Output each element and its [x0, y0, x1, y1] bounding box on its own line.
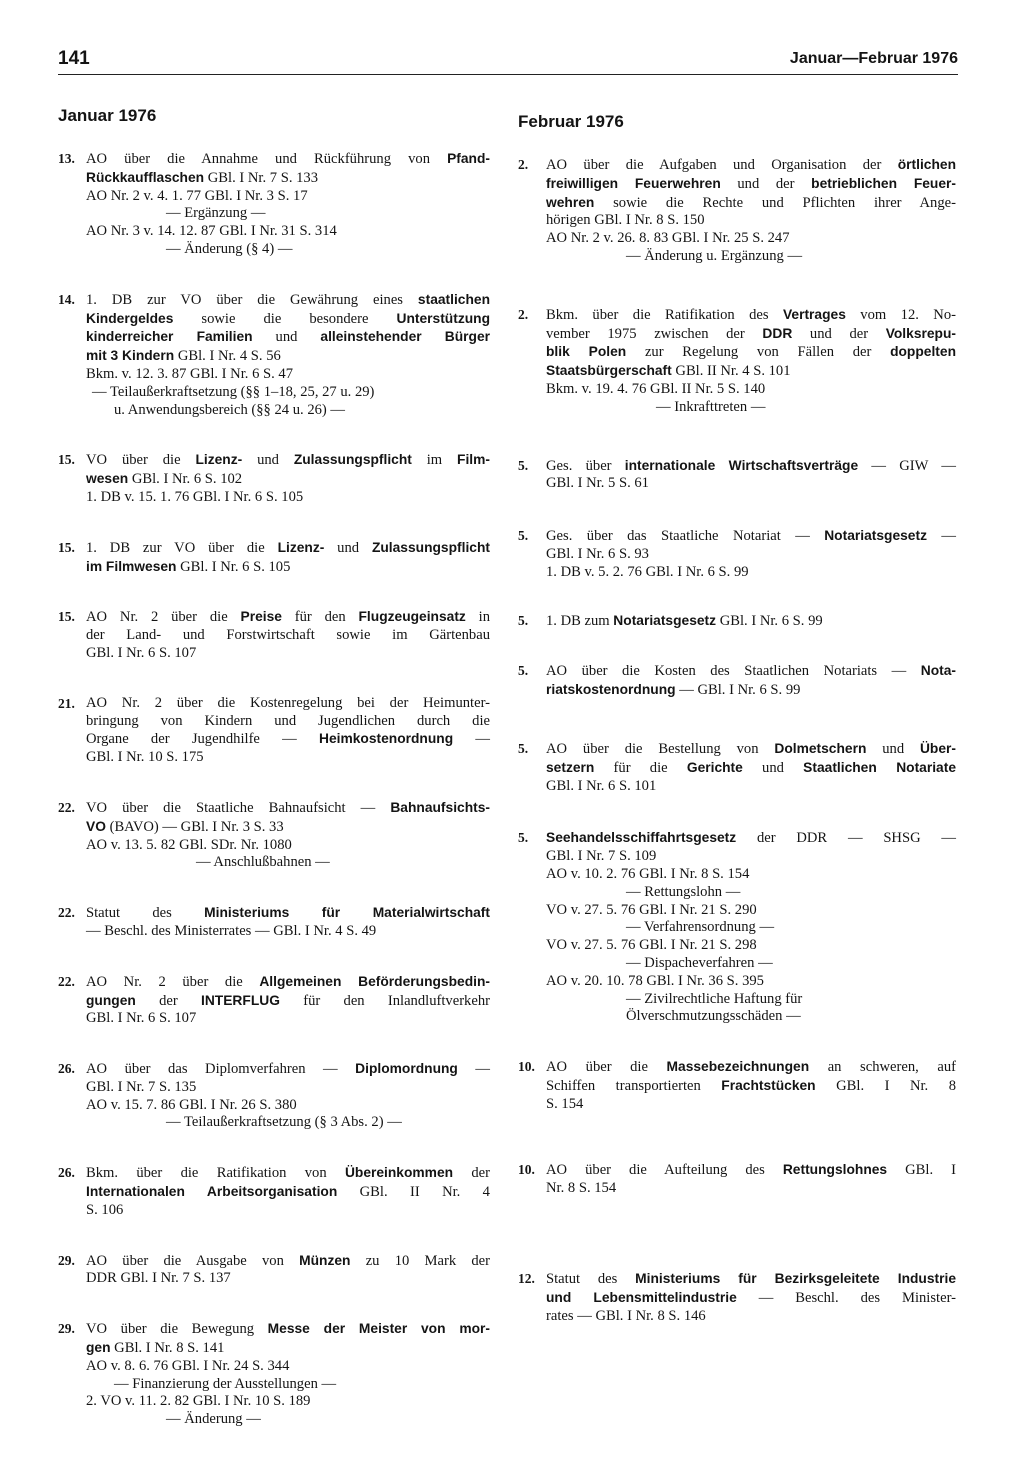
- entry-line: wesen GBl. I Nr. 6 S. 102: [86, 471, 243, 488]
- entry-text: [546, 1270, 956, 1325]
- entry-line: AO Nr. 2 über die Preise für den Flugzeugeinsatz in: [86, 609, 491, 626]
- entry-text: [86, 1060, 490, 1132]
- entry-line: Bkm. über die Ratifikation des Vertrages vom 12. No-: [546, 306, 956, 323]
- entry-line: VO v. 27. 5. 76 GBl. I Nr. 21 S. 298: [546, 937, 757, 954]
- entry-line: Ges. über das Staatliche Notariat — Notariatsgesetz —: [546, 528, 956, 545]
- entry-line: — Anschlußbahnen —: [196, 854, 330, 871]
- entry-text: [546, 829, 956, 1026]
- entry-line: Ges. über internationale Wirtschaftsverträge — GIW —: [546, 457, 956, 474]
- entry-day: 12.: [518, 1271, 535, 1287]
- entry-line: 1. DB v. 15. 1. 76 GBl. I Nr. 6 S. 105: [86, 488, 304, 505]
- entry-line: GBl. I Nr. 6 S. 93: [546, 545, 649, 562]
- register-entry: [518, 1161, 956, 1198]
- entry-day: 26.: [58, 1165, 75, 1181]
- entry-line: rates — GBl. I Nr. 8 S. 146: [546, 1307, 706, 1324]
- entry-line: Rückkaufflaschen GBl. I Nr. 7 S. 133: [86, 169, 319, 186]
- entry-line: GBl. I Nr. 5 S. 61: [546, 475, 649, 492]
- entry-day: 26.: [58, 1061, 75, 1077]
- entry-list-februar: [518, 156, 956, 1325]
- register-entry: [518, 457, 956, 494]
- entry-day: 15.: [58, 609, 75, 625]
- entry-list-januar: [58, 150, 490, 1429]
- entry-day: 2.: [518, 306, 529, 322]
- register-entry: [58, 1060, 490, 1132]
- entry-line: Ölverschmutzungsschäden —: [626, 1008, 801, 1025]
- entry-line: 1. DB zur VO über die Lizenz- und Zulassungspflicht: [86, 539, 490, 556]
- entry-day: 14.: [58, 291, 75, 307]
- entry-line: setzern für die Gerichte und Staatlichen Notariate: [546, 759, 956, 776]
- entry-day: 22.: [58, 905, 75, 921]
- entry-line: AO über die Annahme und Rückführung von Pfand-: [86, 151, 490, 167]
- entry-text: [546, 1058, 956, 1113]
- entry-line: VO v. 27. 5. 76 GBl. I Nr. 21 S. 290: [546, 901, 757, 918]
- entry-text: [86, 1320, 490, 1429]
- entry-text: [546, 612, 956, 631]
- entry-line: — Finanzierung der Ausstellungen —: [114, 1375, 337, 1392]
- entry-day: 10.: [518, 1059, 535, 1075]
- entry-line: Internationalen Arbeitsorganisation GBl. II Nr. 4: [86, 1184, 490, 1201]
- entry-day: 5.: [518, 663, 529, 679]
- entry-day: 22.: [58, 799, 75, 815]
- entry-line: DDR GBl. I Nr. 7 S. 137: [86, 1270, 231, 1287]
- entry-line: AO über die Kosten des Staatlichen Notariats — Nota-: [546, 663, 956, 680]
- entry-line: GBl. I Nr. 7 S. 109: [546, 848, 657, 865]
- entry-line: AO v. 20. 10. 78 GBl. I Nr. 36 S. 395: [546, 972, 764, 989]
- entry-line: AO Nr. 2 über die Allgemeinen Beförderungsbedin-: [86, 973, 490, 990]
- register-entry: [58, 1164, 490, 1219]
- register-entry: [518, 306, 956, 417]
- entry-text: [86, 904, 490, 941]
- entry-day: 5.: [518, 612, 529, 628]
- entry-line: VO über die Lizenz- und Zulassungspflicht im Film-: [86, 452, 490, 469]
- register-entry: [518, 612, 956, 631]
- register-entry: [58, 539, 490, 577]
- entry-line: VO über die Bewegung Messe der Meister von mor-: [86, 1321, 490, 1338]
- entry-line: AO Nr. 2 v. 4. 1. 77 GBl. I Nr. 3 S. 17: [86, 187, 308, 204]
- entry-line: hörigen GBl. I Nr. 8 S. 150: [546, 212, 705, 229]
- entry-day: 13.: [58, 151, 75, 166]
- entry-day: 5.: [518, 740, 529, 756]
- entry-day: 22.: [58, 973, 75, 989]
- entry-text: [86, 608, 490, 662]
- entry-line: 2. VO v. 11. 2. 82 GBl. I Nr. 10 S. 189: [86, 1393, 311, 1410]
- entry-line: Organe der Jugendhilfe — Heimkostenordnung —: [86, 731, 490, 748]
- entry-line: AO Nr. 2 über die Kostenregelung bei der Heimunter-: [86, 694, 490, 711]
- entry-line: S. 154: [546, 1095, 584, 1112]
- entry-line: 1. DB zum Notariatsgesetz GBl. I Nr. 6 S. 99: [546, 612, 823, 629]
- register-entry: [58, 1252, 490, 1289]
- register-entry: [58, 608, 490, 662]
- entry-line: AO v. 15. 7. 86 GBl. I Nr. 26 S. 380: [86, 1096, 297, 1113]
- register-entry: [518, 1270, 956, 1325]
- entry-line: AO über die Aufgaben und Organisation der örtlichen: [546, 157, 956, 173]
- register-entry: [518, 527, 956, 581]
- entry-text: [546, 457, 956, 494]
- entry-line: mit 3 Kindern GBl. I Nr. 4 S. 56: [86, 348, 281, 365]
- entry-day: 10.: [518, 1162, 535, 1178]
- entry-line: Nr. 8 S. 154: [546, 1180, 617, 1197]
- entry-line: AO über die Aufteilung des Rettungslohnes GBl. I: [546, 1162, 956, 1179]
- month-heading-januar: Januar 1976: [58, 106, 157, 125]
- entry-line: S. 106: [86, 1201, 124, 1218]
- entry-line: — Inkrafttreten —: [656, 398, 766, 415]
- entry-line: VO (BAVO) — GBl. I Nr. 3 S. 33: [86, 818, 284, 835]
- entry-text: [86, 973, 490, 1028]
- entry-day: 15.: [58, 452, 75, 468]
- entry-text: [86, 150, 490, 259]
- entry-line: — Ergänzung —: [166, 205, 266, 222]
- register-entry: [518, 1058, 956, 1113]
- entry-line: GBl. I Nr. 6 S. 107: [86, 1010, 197, 1027]
- entry-line: bringung von Kindern und Jugendlichen durch die: [86, 712, 490, 729]
- entry-line: AO v. 13. 5. 82 GBl. SDr. Nr. 1080: [86, 836, 292, 853]
- entry-line: — Zivilrechtliche Haftung für: [626, 990, 803, 1007]
- entry-line: GBl. I Nr. 10 S. 175: [86, 749, 204, 766]
- entry-text: [546, 306, 956, 417]
- entry-line: AO über das Diplomverfahren — Diplomordnung —: [86, 1061, 490, 1078]
- entry-day: 29.: [58, 1321, 75, 1337]
- entry-line: vember 1975 zwischen der DDR und der Volksrepu-: [546, 325, 956, 342]
- header-rule: [58, 74, 958, 75]
- entry-line: VO über die Staatliche Bahnaufsicht — Bahnaufsichts-: [86, 799, 490, 816]
- entry-day: 5.: [518, 528, 529, 544]
- column-januar: [58, 106, 490, 1429]
- entry-line: — Rettungslohn —: [626, 883, 741, 900]
- entry-line: blik Polen zur Regelung von Fällen der doppelten: [546, 344, 956, 361]
- column-februar: [518, 112, 956, 1325]
- entry-line: — Teilaußerkraftsetzung (§ 3 Abs. 2) —: [166, 1114, 402, 1131]
- entry-text: [546, 527, 956, 581]
- entry-line: Seehandelsschiffahrtsgesetz der DDR — SHSG —: [546, 830, 956, 847]
- entry-text: [86, 451, 490, 506]
- entry-line: 1. DB zur VO über die Gewährung eines staatlichen: [86, 291, 490, 308]
- entry-line: der Land- und Forstwirtschaft sowie im Gärtenbau: [86, 627, 490, 644]
- month-heading-februar: Februar 1976: [518, 112, 624, 131]
- entry-day: 5.: [518, 830, 529, 846]
- register-entry: [58, 150, 490, 259]
- entry-line: AO Nr. 3 v. 14. 12. 87 GBl. I Nr. 31 S. 314: [86, 223, 337, 240]
- entry-line: — Dispacheverfahren —: [626, 954, 773, 971]
- entry-line: gungen der INTERFLUG für den Inlandluftverkehr: [86, 992, 490, 1009]
- entry-line: Kindergeldes sowie die besondere Unterstützung: [86, 310, 490, 327]
- entry-text: [86, 1164, 490, 1219]
- register-entry: [58, 695, 490, 767]
- entry-line: — Änderung u. Ergänzung —: [626, 247, 803, 264]
- entry-day: 15.: [58, 539, 75, 555]
- register-entry: [518, 740, 956, 795]
- entry-day: 21.: [58, 695, 75, 711]
- entry-line: wehren sowie die Rechte und Pflichten ihrer Ange-: [546, 194, 956, 211]
- register-entry: [58, 451, 490, 506]
- register-entry: [58, 973, 490, 1028]
- register-entry: [518, 156, 956, 266]
- entry-line: GBl. I Nr. 7 S. 135: [86, 1078, 197, 1095]
- entry-line: GBl. I Nr. 6 S. 107: [86, 644, 197, 661]
- entry-line: — Teilaußerkraftsetzung (§§ 1–18, 25, 27 u. 29): [92, 383, 375, 400]
- entry-line: Bkm. über die Ratifikation von Übereinkommen der: [86, 1165, 490, 1182]
- entry-line: Bkm. v. 19. 4. 76 GBl. II Nr. 5 S. 140: [546, 380, 766, 397]
- entry-text: [86, 799, 490, 872]
- entry-line: kinderreicher Familien und alleinstehender Bürger: [86, 329, 491, 346]
- entry-line: 1. DB v. 5. 2. 76 GBl. I Nr. 6 S. 99: [546, 563, 749, 580]
- entry-line: Schiffen transportierten Frachtstücken GBl. I Nr. 8: [546, 1077, 957, 1094]
- entry-line: im Filmwesen GBl. I Nr. 6 S. 105: [86, 558, 291, 575]
- register-entry: [58, 1320, 490, 1429]
- entry-line: AO über die Massebezeichnungen an schweren, auf: [546, 1059, 956, 1076]
- register-entry: [58, 799, 490, 872]
- entry-text: [86, 291, 490, 420]
- entry-line: GBl. I Nr. 6 S. 101: [546, 777, 657, 794]
- entry-day: 2.: [518, 157, 529, 172]
- entry-line: gen GBl. I Nr. 8 S. 141: [86, 1340, 225, 1357]
- entry-text: [546, 156, 956, 266]
- entry-line: — Verfahrensordnung —: [626, 919, 775, 936]
- entry-line: AO v. 10. 2. 76 GBl. I Nr. 8 S. 154: [546, 865, 750, 882]
- entry-text: [546, 662, 956, 700]
- entry-line: — Beschl. des Ministerrates — GBl. I Nr. 4 S. 49: [86, 922, 377, 939]
- entry-text: [86, 539, 490, 577]
- entry-line: — Änderung —: [166, 1411, 261, 1428]
- entry-line: Bkm. v. 12. 3. 87 GBl. I Nr. 6 S. 47: [86, 365, 294, 382]
- entry-line: AO über die Ausgabe von Münzen zu 10 Mark der: [86, 1252, 490, 1269]
- entry-line: u. Anwendungsbereich (§§ 24 u. 26) —: [114, 401, 346, 418]
- running-head: Januar—Februar 1976: [789, 50, 958, 67]
- entry-line: Statut des Ministeriums für Bezirksgeleitete Industrie: [546, 1271, 956, 1288]
- entry-text: [546, 1161, 956, 1198]
- entry-line: und Lebensmittelindustrie — Beschl. des Minister-: [546, 1289, 956, 1306]
- page-header: [58, 48, 958, 74]
- entry-text: [546, 740, 956, 795]
- entry-day: 29.: [58, 1252, 75, 1268]
- entry-line: AO v. 8. 6. 76 GBl. I Nr. 24 S. 344: [86, 1357, 290, 1374]
- entry-line: riatskostenordnung — GBl. I Nr. 6 S. 99: [546, 682, 801, 699]
- register-entry: [518, 829, 956, 1026]
- page-number: 141: [58, 48, 90, 69]
- entry-day: 5.: [518, 457, 529, 473]
- entry-text: [86, 695, 490, 767]
- register-entry: [58, 291, 490, 420]
- entry-line: AO über die Bestellung von Dolmetschern und Über-: [546, 740, 956, 757]
- entry-line: — Änderung (§ 4) —: [166, 240, 293, 257]
- entry-line: freiwilligen Feuerwehren und der betrieblichen Feuer-: [546, 175, 956, 192]
- entry-line: Statut des Ministeriums für Materialwirtschaft: [86, 905, 490, 922]
- entry-line: Staatsbürgerschaft GBl. II Nr. 4 S. 101: [546, 363, 791, 380]
- entry-text: [86, 1252, 490, 1289]
- register-entry: [518, 662, 956, 700]
- entry-line: AO Nr. 2 v. 26. 8. 83 GBl. I Nr. 25 S. 247: [546, 230, 790, 247]
- register-entry: [58, 904, 490, 941]
